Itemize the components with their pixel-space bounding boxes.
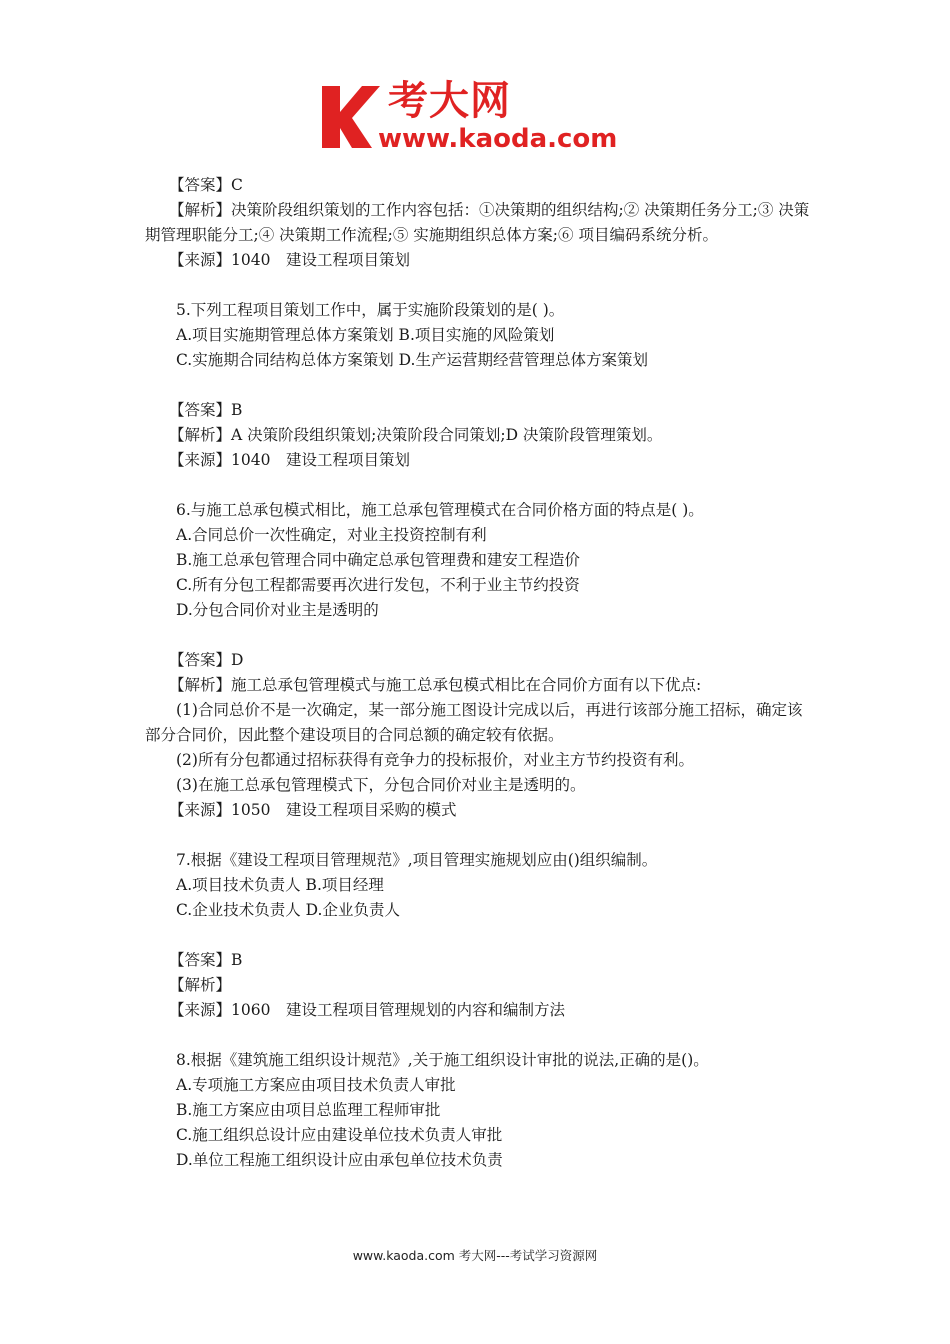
text-paragraph: 【解析】 [169, 976, 232, 994]
text-paragraph: 【解析】决策阶段组织策划的工作内容包括：①决策期的组织结构;② 决策期任务分工;③ 决策期管理职能分工;④ 决策期工作流程;⑤ 实施期组织总体方案;⑥ 项目编码系统分析。 [145, 201, 810, 244]
text-paragraph: 【答案】D [169, 651, 244, 669]
paragraph-gap [145, 823, 810, 848]
text-paragraph: 7.根据《建设工程项目管理规范》,项目管理实施规划应由()组织编制。 [176, 851, 658, 869]
text-paragraph: A.项目实施期管理总体方案策划 B.项目实施的风险策划 [176, 326, 555, 344]
text-paragraph: A.专项施工方案应由项目技术负责人审批 [176, 1076, 456, 1094]
paragraph-gap [145, 373, 810, 398]
text-paragraph: 【答案】B [169, 951, 243, 969]
k-logo-icon [318, 82, 380, 152]
text-paragraph: D.单位工程施工组织设计应由承包单位技术负责 [176, 1151, 503, 1169]
text-paragraph: 【来源】1060 建设工程项目管理规划的内容和编制方法 [169, 1001, 565, 1019]
text-paragraph: A.合同总价一次性确定，对业主投资控制有利 [176, 526, 487, 544]
page-footer: www.kaoda.com 考大网---考试学习资源网 [352, 1248, 598, 1263]
text-paragraph: (3)在施工总承包管理模式下，分包合同价对业主是透明的。 [176, 776, 586, 794]
text-paragraph: 【解析】施工总承包管理模式与施工总承包模式相比在合同价方面有以下优点: [169, 676, 702, 694]
paragraph-gap [145, 473, 810, 498]
paragraph-gap [145, 923, 810, 948]
text-paragraph: 5.下列工程项目策划工作中，属于实施阶段策划的是( )。 [176, 301, 565, 319]
text-paragraph: D.分包合同价对业主是透明的 [176, 601, 379, 619]
kaoda-logo [318, 78, 638, 158]
text-paragraph: A.项目技术负责人 B.项目经理 [176, 876, 384, 894]
text-paragraph: B.施工总承包管理合同中确定总承包管理费和建安工程造价 [176, 551, 580, 569]
paragraph-gap [145, 623, 810, 648]
text-paragraph: 【答案】B [169, 401, 243, 419]
text-paragraph: 【来源】1040 建设工程项目策划 [169, 251, 410, 269]
text-paragraph: 8.根据《建筑施工组织设计规范》,关于施工组织设计审批的说法,正确的是()。 [176, 1051, 709, 1069]
text-paragraph: C.施工组织总设计应由建设单位技术负责人审批 [176, 1126, 503, 1144]
logo-url: www.kaoda.com [378, 124, 618, 154]
document-body [145, 173, 810, 1173]
text-paragraph: C.实施期合同结构总体方案策划 D.生产运营期经营管理总体方案策划 [176, 351, 648, 369]
text-paragraph: C.企业技术负责人 D.企业负责人 [176, 901, 400, 919]
text-paragraph: 6.与施工总承包模式相比，施工总承包管理模式在合同价格方面的特点是( )。 [176, 501, 704, 519]
text-paragraph: C.所有分包工程都需要再次进行发包，不利于业主节约投资 [176, 576, 580, 594]
text-paragraph: (1)合同总价不是一次确定，某一部分施工图设计完成以后，再进行该部分施工招标，确定该部分合同价，因此整个建设项目的合同总额的确定较有依据。 [145, 701, 803, 744]
logo-brand-name: 考大网 [388, 78, 511, 124]
paragraph-gap [145, 273, 810, 298]
text-paragraph: 【来源】1040 建设工程项目策划 [169, 451, 410, 469]
text-paragraph: 【答案】C [169, 176, 243, 194]
text-paragraph: 【解析】A 决策阶段组织策划;决策阶段合同策划;D 决策阶段管理策划。 [169, 426, 663, 444]
paragraph-gap [145, 1023, 810, 1048]
text-paragraph: 【来源】1050 建设工程项目采购的模式 [169, 801, 457, 819]
text-paragraph: B.施工方案应由项目总监理工程师审批 [176, 1101, 441, 1119]
text-paragraph: (2)所有分包都通过招标获得有竞争力的投标报价，对业主方节约投资有利。 [176, 751, 694, 769]
